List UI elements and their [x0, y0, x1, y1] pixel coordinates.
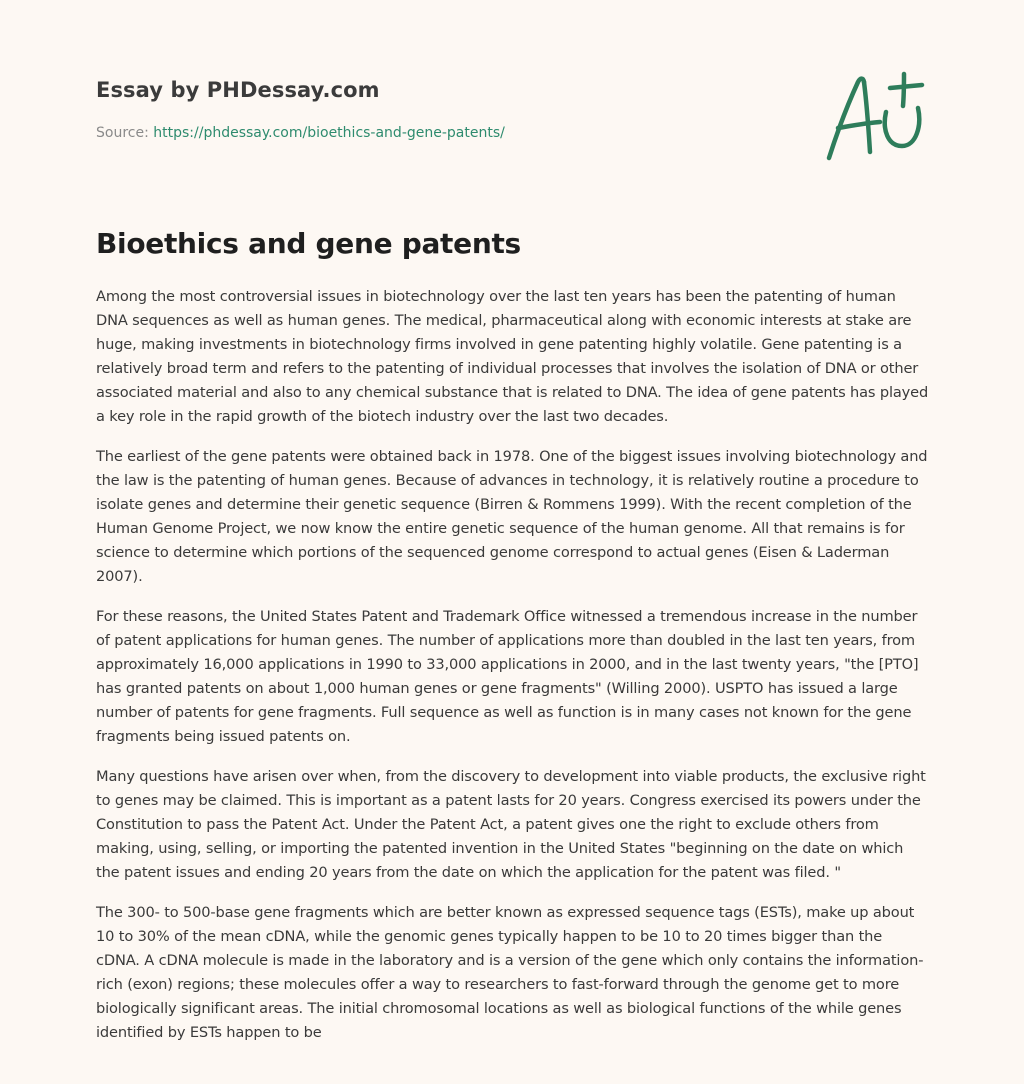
source-label: Source:: [96, 125, 149, 141]
essay-paragraph: Among the most controversial issues in biotechnology over the last ten years has been the patenting of human DNA sequences as well as human genes. The medical, pharmaceutical along with economic interests at stake are huge, making investments in biotechnology firms involved in gene patenting highly volatile. Gene patenting is a relatively broad term and refers to the patenting of individual processes that involves the isolation of DNA or other associated material and also to any chemical substance that is related to DNA. The idea of gene patents has played a key role in the rapid growth of the biotech industry over the last two decades.: [96, 288, 929, 425]
site-brand: Essay by PHDessay.com: [96, 78, 380, 102]
essay-paragraph: For these reasons, the United States Patent and Trademark Office witnessed a tremendous increase in the number of patent applications for human genes. The number of applications more than doubled in the last ten years, from approximately 16,000 applications in 1990 to 33,000 applications in 2000, and in the last twenty years, "the [PTO] has granted patents on about 1,000 human genes or gene fragments" (Willing 2000). USPTO has issued a large number of patents for gene fragments. Full sequence as well as function is in many cases not known for the gene fragments being issued patents on.: [96, 608, 919, 745]
page-header: [96, 76, 696, 143]
source-line: [96, 123, 696, 143]
essay-title: Bioethics and gene patents: [96, 227, 521, 260]
essay-paragraph: The 300- to 500-base gene fragments which are better known as expressed sequence tags (ESTs), make up about 10 to 30% of the mean cDNA, while the genomic genes typically happen to be 10 to 20 times bigger than the cDNA. A cDNA molecule is made in the laboratory and is a version of the gene which only contains the information-rich (exon) regions; these molecules offer a way to researchers to fast-forward through the genome get to more biologically significant areas. The initial chromosomal locations as well as biological functions of the while genes identified by ESTs happen to be: [96, 904, 924, 1041]
source-link[interactable]: https://phdessay.com/bioethics-and-gene-patents/: [153, 125, 505, 141]
essay-body: [96, 285, 930, 1061]
essay-paragraph: Many questions have arisen over when, from the discovery to development into viable products, the exclusive right to genes may be claimed. This is important as a patent lasts for 20 years. Congress exercised its powers under the Constitution to pass the Patent Act. Under the Patent Act, a patent gives one the right to exclude others from making, using, selling, or importing the patented invention in the United States "beginning on the date on which the patent issues and ending 20 years from the date on which the application for the patent was filed. ": [96, 768, 926, 881]
a-plus-grade-icon: [822, 68, 930, 164]
essay-paragraph: The earliest of the gene patents were obtained back in 1978. One of the biggest issues involving biotechnology and the law is the patenting of human genes. Because of advances in technology, it is relatively routine a procedure to isolate genes and determine their genetic sequence (Birren & Rommens 1999). With the recent completion of the Human Genome Project, we now know the entire genetic sequence of the human genome. All that remains is for science to determine which portions of the sequenced genome correspond to actual genes (Eisen & Laderman 2007).: [96, 448, 928, 585]
